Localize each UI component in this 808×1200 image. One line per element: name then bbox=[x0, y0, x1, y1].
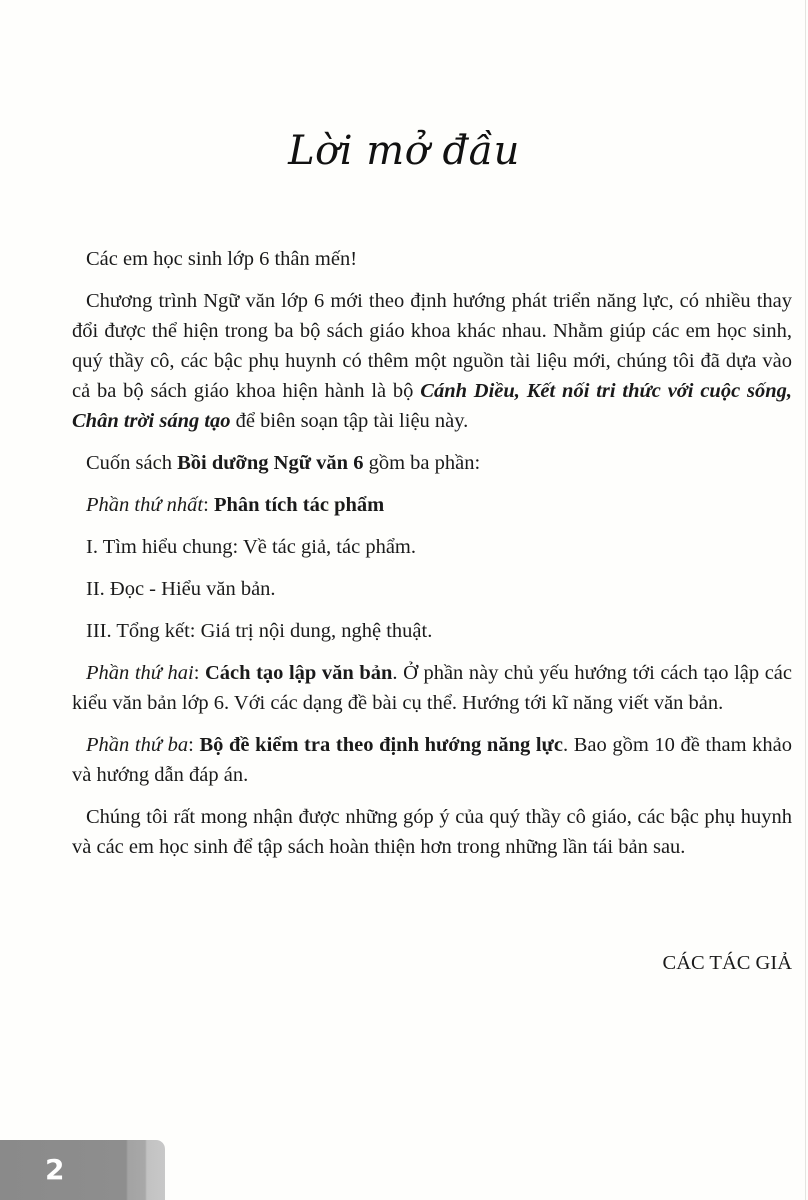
part-one-item: III. Tổng kết: Giá trị nội dung, nghệ thuật. bbox=[86, 620, 433, 642]
preface-body bbox=[72, 244, 792, 874]
separator: : bbox=[193, 662, 205, 684]
part-three-paragraph bbox=[72, 730, 792, 790]
page-number-tab bbox=[0, 1140, 165, 1200]
intro-text-after: để biên soạn tập tài liệu này. bbox=[230, 410, 469, 432]
part-one-item: II. Đọc - Hiểu văn bản. bbox=[86, 578, 276, 600]
part-two-paragraph bbox=[72, 658, 792, 718]
closing-paragraph: Chúng tôi rất mong nhận được những góp ý của quý thầy cô giáo, các bậc phụ huynh và các em học sinh để tập sách hoàn thiện hơn trong những lần tái bản sau. bbox=[72, 806, 792, 858]
part-one-item: I. Tìm hiểu chung: Về tác giả, tác phẩm. bbox=[86, 536, 416, 558]
part-label: Phần thứ nhất bbox=[86, 494, 204, 516]
book-overview bbox=[72, 448, 792, 478]
part-title: Phân tích tác phẩm bbox=[213, 494, 385, 516]
textbook-titles: Cánh Diều, Kết nối tri thức với cuộc sống, Chân trời sáng tạo bbox=[72, 380, 792, 432]
separator: : bbox=[203, 494, 214, 516]
part-description: Bao gồm 10 đề tham khảo và hướng dẫn đáp án. bbox=[72, 734, 792, 786]
author-signature: CÁC TÁC GIẢ bbox=[662, 952, 792, 974]
part-one-heading bbox=[72, 490, 792, 520]
page-edge-line bbox=[805, 0, 806, 1200]
overview-prefix: Cuốn sách bbox=[86, 452, 178, 474]
period: . bbox=[392, 662, 398, 684]
intro-paragraph bbox=[72, 286, 792, 436]
overview-suffix: gồm ba phần: bbox=[363, 452, 481, 474]
greeting: Các em học sinh lớp 6 thân mến! bbox=[86, 248, 358, 270]
part-label: Phần thứ hai bbox=[86, 662, 194, 684]
page-number: 2 bbox=[45, 1153, 65, 1186]
part-title: Cách tạo lập văn bản bbox=[204, 662, 393, 684]
period: . bbox=[562, 734, 569, 756]
part-description: Ở phần này chủ yếu hướng tới cách tạo lập các kiểu văn bản lớp 6. Với các dạng đề bài cụ thể. Hướng tới kĩ năng viết văn bản. bbox=[72, 662, 792, 714]
part-title: Bộ đề kiểm tra theo định hướng năng lực bbox=[199, 734, 563, 756]
book-name: Bồi dưỡng Ngữ văn 6 bbox=[177, 452, 364, 474]
page-title: Lời mở đầu bbox=[288, 128, 520, 174]
separator: : bbox=[188, 734, 200, 756]
part-label: Phần thứ ba bbox=[86, 734, 189, 756]
intro-text-before: Chương trình Ngữ văn lớp 6 mới theo định hướng phát triển năng lực, có nhiều thay đổi được thể hiện trong ba bộ sách giáo khoa khác nhau. Nhằm giúp các em học sinh, quý thầy cô, các bậc phụ huynh có thêm một nguồn tài liệu mới, chúng tôi đã dựa vào cả ba bộ sách giáo khoa hiện hành là bộ bbox=[72, 290, 792, 402]
